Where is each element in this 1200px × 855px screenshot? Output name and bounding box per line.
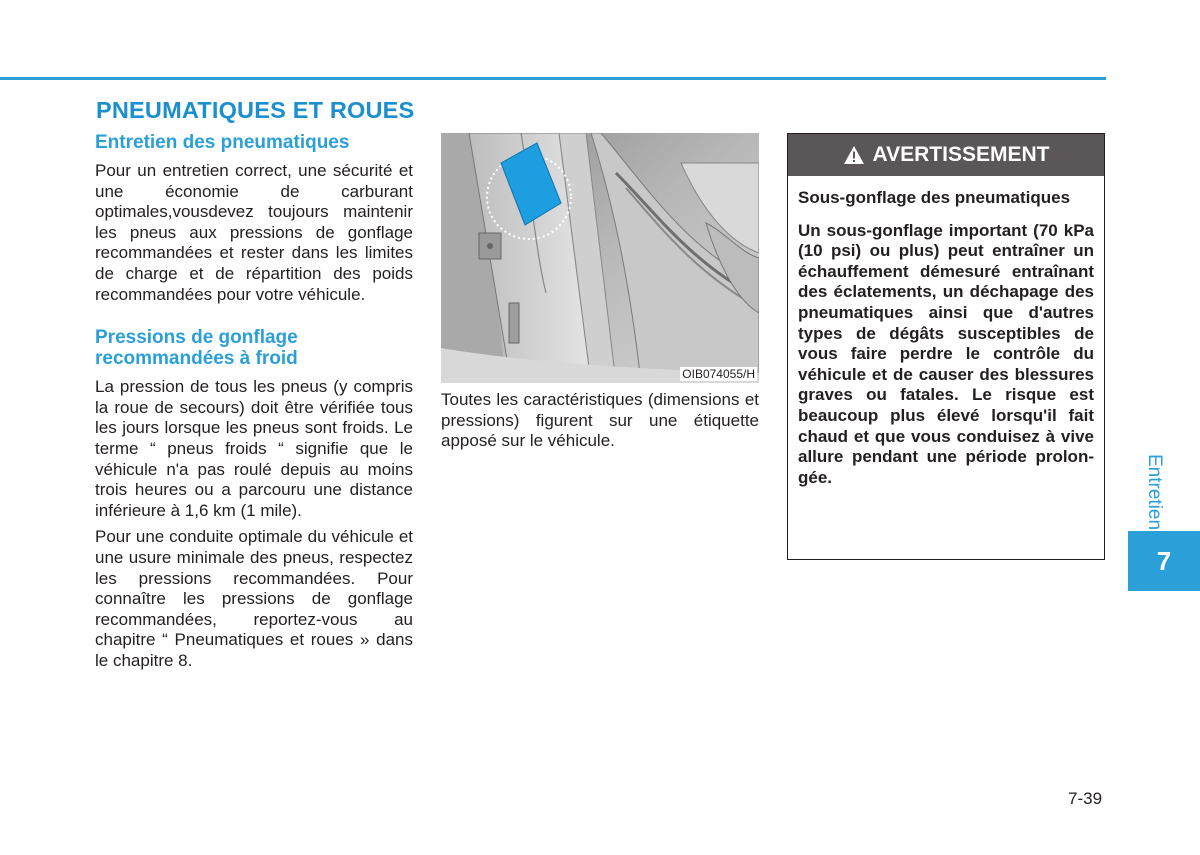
chapter-tab: 7 [1128, 531, 1200, 591]
warning-title: Sous-gonflage des pneumatiques [798, 188, 1071, 207]
page-number: 7-39 [1068, 789, 1103, 808]
section-title: PNEUMATIQUES ET ROUES [96, 97, 415, 123]
warning-body [788, 176, 1104, 488]
figure-caption: Toutes les caractéristiques (dimensions et pressions) figurent sur une étiquette apposé sur le véhicule. [441, 390, 759, 451]
warning-triangle-icon [843, 145, 865, 165]
figure-code: OIB074055/H [682, 367, 755, 381]
cold-pressure-text-2: Pour une conduite optimale du véhicule et une usure minimale des pneus, respectez les pressions recommandées. Pour connaître les pressions de gonflage recommandées, reportez-vous au chapitre “ Pneumatiques et roues » dans le chapitre 8. [95, 527, 413, 670]
warning-header-text: AVERTISSEMENT [872, 143, 1050, 166]
door-pillar-illustration [441, 133, 759, 383]
pillar-drawing [441, 133, 759, 383]
tire-maintenance-heading: Entretien des pneumatiques [95, 132, 350, 153]
cold-pressure-text-1: La pression de tous les pneus (y compris la roue de secours) doit être vérifiée tous les jours lorsque les pneus sont froids. Le terme “ pneus froids “ signifie que le véhicule n'a pas roulé depuis au moins trois heures ou a parcouru une distance inférieure à 1,6 km (1 mile). [95, 377, 413, 520]
warning-text: Un sous-gonflage important (70 kPa (10 psi) ou plus) peut entraîner un échauffement démesuré entraînant des éclatements, un déchapage des pneumatiques ainsi que d'autres types de dégâts susceptibles de vous faire perdre le contrôle du véhicule et de causer des blessures graves ou fatales. Le risque est beaucoup plus élevé lorsqu'il fait chaud et que vous conduisez à vive allure pendant une période prolongée. [798, 220, 1094, 487]
tire-maintenance-text: Pour un entretien correct, une sécurité et une économie de carburant optimales,vousdevez toujours maintenir les pneus aux pressions de gonflage recommandées et rester dans les limites de charge et de répartition des poids recommandées pour votre véhicule. [95, 161, 413, 304]
chapter-side-label-text: Entretien [1144, 453, 1166, 531]
top-rule [0, 77, 1106, 80]
left-column [95, 130, 413, 671]
warning-box [787, 133, 1105, 560]
warning-header [788, 134, 1104, 176]
cold-pressure-heading: Pressions de gonflage recommandées à froid [95, 327, 298, 370]
chapter-side-label [1140, 447, 1168, 537]
